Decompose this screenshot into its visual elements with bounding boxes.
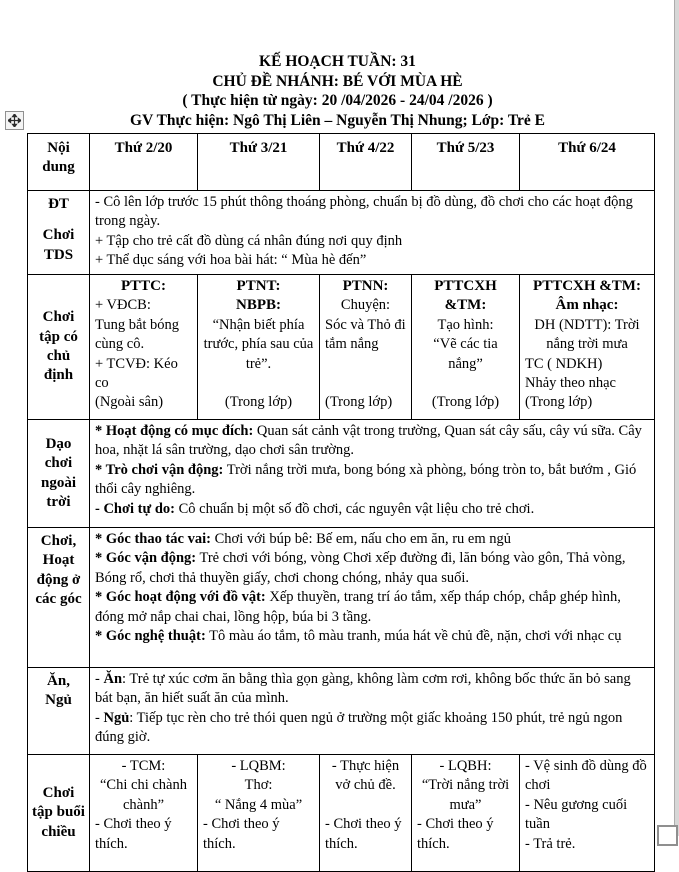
cell-chu-dinh-thu2[interactable]: PTTC: + VĐCB: Tung bắt bóng cùng cô. + TCVĐ: Kéo co (Ngoài sân) bbox=[90, 275, 198, 420]
header-thu-4[interactable]: Thứ 4/22 bbox=[320, 134, 412, 191]
cell-cac-goc-content[interactable] bbox=[90, 528, 655, 668]
activity-item: * Hoạt động có mục đích: Quan sát cảnh vật trong trường, Quan sát cây sấu, cây vú sữa. Cây hoa, nhặt lá sân trường, dạo chơi sân trường. bbox=[95, 423, 642, 459]
activity-item: - Chơi tự do: Cô chuẩn bị một số đồ chơi, các nguyên vật liệu cho trẻ chơi. bbox=[95, 500, 535, 517]
text-line: - Cô lên lớp trước 15 phút thông thoáng phòng, chuẩn bị đồ dùng, đồ chơi cho các hoạt động trong ngày. bbox=[95, 194, 633, 230]
row-an-ngu bbox=[28, 668, 655, 755]
header-thu-3[interactable]: Thứ 3/21 bbox=[198, 134, 320, 191]
row-dao-choi-ngoai-troi bbox=[28, 420, 655, 528]
text-line: + Tập cho trẻ cất đồ dùng cá nhân đúng nơi quy định bbox=[95, 232, 403, 249]
cell-chieu-thu2[interactable]: - TCM: “Chi chi chành chành” - Chơi theo ý thích. bbox=[90, 755, 198, 872]
cell-chu-dinh-thu4[interactable]: PTNN: Chuyện: Sóc và Thỏ đi tắm nắng (Trong lớp) bbox=[320, 275, 412, 420]
teacher-class-line: GV Thực hiện: Ngô Thị Liên – Nguyễn Thị Nhung; Lớp: Trẻ E bbox=[130, 111, 545, 129]
row-hoat-dong-goc bbox=[28, 528, 655, 668]
cell-dao-choi-content[interactable] bbox=[90, 420, 655, 528]
row-label-dt-choi-tds[interactable]: ĐT Chơi TDS bbox=[28, 191, 90, 275]
row-label-dao-choi[interactable]: Dạo chơi ngoài trời bbox=[28, 420, 90, 528]
corner-item: * Góc thao tác vai: Chơi với búp bê: Bế em, nấu cho em ăn, ru em ngủ bbox=[95, 531, 512, 547]
row-choi-tap-chu-dinh bbox=[28, 275, 655, 420]
corner-item: * Góc nghệ thuật: Tô màu áo tắm, tô màu tranh, múa hát về chủ đề, nặn, chơi với nhạc cụ bbox=[95, 628, 622, 645]
cell-chieu-thu4[interactable]: - Thực hiện vở chủ đề. - Chơi theo ý thích. bbox=[320, 755, 412, 872]
cell-don-tre-content[interactable] bbox=[90, 191, 655, 275]
header-thu-5[interactable]: Thứ 5/23 bbox=[412, 134, 520, 191]
activity-item: * Trò chơi vận động: Trời nắng trời mưa, bong bóng xà phòng, bóng tròn to, bắt bướm , Gió thổi cây nghiêng. bbox=[95, 461, 637, 498]
meal-item: - Ăn: Trẻ tự xúc cơm ăn bằng thìa gọn gàng, không làm cơm rơi, không bốc thức ăn bỏ sang bát bạn, ăn hiết suất ăn của mình. bbox=[95, 671, 631, 707]
move-cross-icon bbox=[8, 114, 21, 127]
cell-chu-dinh-thu3[interactable]: PTNT: NBPB: “Nhận biết phía trước, phía sau của trẻ”. (Trong lớp) bbox=[198, 275, 320, 420]
cell-chieu-thu5[interactable]: - LQBH: “Trời nắng trời mưa” - Chơi theo ý thích. bbox=[412, 755, 520, 872]
plan-week-title: KẾ HOẠCH TUẦN: 31 bbox=[259, 53, 416, 70]
row-label-cac-goc[interactable]: Chơi, Hoạt động ở các góc bbox=[28, 528, 90, 668]
row-don-tre-tds bbox=[28, 191, 655, 275]
header-thu-6[interactable]: Thứ 6/24 bbox=[520, 134, 655, 191]
corner-item: * Góc hoạt động với đồ vật: Xếp thuyền, trang trí áo tắm, xếp tháp chóp, chắp ghép hình, đóng mở nắp chai chai, lồng hộp, búa bi 3 tầng. bbox=[95, 589, 621, 625]
cell-chu-dinh-thu6[interactable]: PTTCXH &TM: Âm nhạc: DH (NDTT): Trời nắng trời mưa TC ( NDKH) Nhảy theo nhạc (Trong lớp) bbox=[520, 275, 655, 420]
table-move-handle[interactable] bbox=[5, 111, 24, 130]
row-label-choi-tap-chu-dinh[interactable]: Chơi tập có chủ định bbox=[28, 275, 90, 420]
theme-title: CHỦ ĐỀ NHÁNH: BÉ VỚI MÙA HÈ bbox=[212, 72, 463, 90]
cell-an-ngu-content[interactable] bbox=[90, 668, 655, 755]
row-label-an-ngu[interactable]: Ăn, Ngủ bbox=[28, 668, 90, 755]
document-title-block bbox=[0, 52, 675, 130]
header-thu-2[interactable]: Thứ 2/20 bbox=[90, 134, 198, 191]
row-label-buoi-chieu[interactable]: Chơi tập buổi chiều bbox=[28, 755, 90, 872]
cell-chieu-thu6[interactable]: - Vệ sinh đồ dùng đồ chơi - Nêu gương cuối tuần - Trả trẻ. bbox=[520, 755, 655, 872]
cell-chieu-thu3[interactable]: - LQBM: Thơ: “ Nắng 4 mùa” - Chơi theo ý thích. bbox=[198, 755, 320, 872]
header-noi-dung[interactable]: Nội dung bbox=[28, 134, 90, 191]
corner-item: * Góc vận động: Trẻ chơi với bóng, vòng Chơi xếp đường đi, lăn bóng vào gôn, Thả vòng, Bóng rổ, chơi thả thuyền giấy, chơi chong chóng, nhảy qua suối. bbox=[95, 550, 626, 586]
weekly-plan-table bbox=[27, 133, 655, 872]
table-header-row bbox=[28, 134, 655, 191]
row-choi-tap-buoi-chieu bbox=[28, 755, 655, 872]
date-range-line: ( Thực hiện từ ngày: 20 /04/2026 - 24/04 /2026 ) bbox=[182, 92, 493, 109]
text-line: + Thể dục sáng với hoa bài hát: “ Mùa hè đến” bbox=[95, 252, 367, 269]
sleep-item: - Ngủ: Tiếp tục rèn cho trẻ thói quen ngủ ở trường một giấc khoảng 150 phút, trẻ ngủ ngon đúng giờ. bbox=[95, 709, 623, 746]
cell-chu-dinh-thu5[interactable]: PTTCXH &TM: Tạo hình: “Vẽ các tia nắng” (Trong lớp) bbox=[412, 275, 520, 420]
